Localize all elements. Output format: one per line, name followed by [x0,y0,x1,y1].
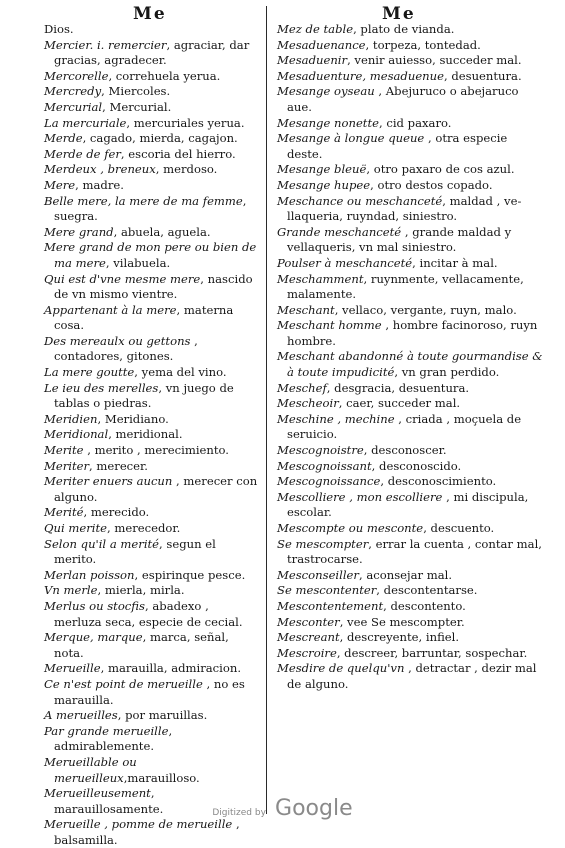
entry-headword: Meschant abandonné à toute gourmandise & à toute impudicité [277,349,543,380]
dictionary-entry [277,178,545,194]
entry-definition: , torpeza, tontedad. [365,37,481,52]
entry-definition: , abadexo , merluza seca, especie de cecial. [54,598,243,629]
entry-definition: , marca, señal, nota. [54,630,229,660]
entry-headword: Le ieu des merelles [44,380,159,395]
entry-headword: Merueille [44,661,101,676]
entry-headword: Mere grand [44,224,114,239]
entry-definition: , errar la cuenta , contar mal, trastrocarse. [287,536,542,567]
entry-headword: Mescheoir [277,396,339,411]
dictionary-entry [277,474,545,490]
entry-headword: Merque, marque [44,630,143,645]
entry-definition: , abuela, aguela. [113,224,211,239]
entry-headword: Meriter enuers aucun [44,474,173,489]
entry-definition: , vn juego de tablas o piedras. [54,380,234,411]
dictionary-entry [277,537,545,568]
dictionary-entry [277,568,545,584]
entry-definition: , cid paxaro. [378,115,452,130]
entry-definition: , vn gran perdido. [394,365,500,380]
entry-definition: , escoria del hierro. [120,146,236,161]
entry-definition: , merecer. [89,458,148,473]
entry-headword: Mercredy [44,84,102,99]
entry-headword: Qui est d'vne mesme mere [44,271,201,286]
entry-headword: Mescognoistre [277,443,364,458]
dictionary-entry [44,194,260,225]
entry-headword: La mercuriale [44,115,127,130]
dictionary-entry [277,225,545,256]
dictionary-entry [44,225,260,241]
dictionary-entry [44,116,260,132]
entry-headword: Meschant homme [277,318,382,333]
entry-headword: Mesaduenture, mesaduenue [277,68,444,83]
dictionary-entry [44,537,260,568]
entry-definition: Dios. [44,22,74,36]
dictionary-entry [277,349,545,380]
dictionary-entry [277,303,545,319]
entry-definition: , suegra. [54,193,247,224]
entry-definition: , cagado, mierda, cagajon. [82,131,238,146]
entry-headword: Merdeux , breneux [44,162,156,177]
entry-headword: La mere goutte [44,365,135,380]
entry-headword: Meriter [44,458,90,473]
entry-definition: , hombre facinoroso, ruyn hombre. [287,318,538,348]
dictionary-entry [44,677,260,708]
entry-definition: , detractar , dezir mal de alguno. [287,661,537,691]
entry-definition: , descontentarse. [376,583,478,598]
entry-definition: , aconsejar mal. [358,567,453,582]
column-divider [266,6,267,814]
entry-headword: Meschef [277,380,327,395]
dictionary-entry [44,381,260,412]
entry-headword: Merueilleusement [44,786,151,801]
entry-definition: , madre. [75,177,124,192]
entry-headword: Mercier. i. remercier [44,37,167,52]
dictionary-entry [44,69,260,85]
entry-headword: Mez de table [277,22,354,36]
left-running-head: Me [133,4,167,24]
dictionary-entry [44,755,260,786]
dictionary-entry [44,84,260,100]
entry-headword: Merde de fer [44,146,121,161]
dictionary-entry [44,303,260,334]
dictionary-entry [277,521,545,537]
dictionary-entry [277,396,545,412]
entry-headword: Mesconter [277,614,340,629]
dictionary-entry [44,131,260,147]
digitized-footer [0,796,565,821]
entry-headword: Ce n'est point de merueille [44,676,203,691]
entry-headword: Meschance ou meschanceté [277,193,443,208]
entry-headword: Merueille , pomme de merueille [44,817,233,832]
entry-headword: Par grande merueille [44,723,169,738]
entry-headword: Meschamment [277,271,364,286]
entry-headword: Merde [44,131,83,146]
entry-headword: Mesange hupee [277,177,371,192]
entry-definition: , espirinque pesce. [134,567,246,582]
entry-definition: , desconoscido. [371,458,462,473]
dictionary-entry [277,630,545,646]
entry-headword: Mesange bleuë [277,162,367,177]
dictionary-entry [44,724,260,755]
entry-headword: Belle mere, la mere de ma femme [44,193,243,208]
entry-definition: , otro paxaro de cos azul. [366,162,515,177]
entry-headword: Poulser à meschanceté [277,255,413,270]
entry-headword: Selon qu'il a merité [44,536,160,551]
dictionary-entry [44,630,260,661]
entry-definition: , incitar à mal. [412,255,498,270]
dictionary-entry [277,38,545,54]
entry-definition: ,marauilloso. [123,770,200,785]
entry-definition: , materna cosa. [54,302,234,333]
dictionary-entry [44,22,260,38]
entry-headword: A merueilles [44,708,118,723]
entry-definition: , merecedor. [107,521,181,535]
dictionary-entry [44,334,260,365]
entry-definition: , admirablemente. [54,723,173,754]
dictionary-entry [277,53,545,69]
entry-definition: , no es marauilla. [54,676,245,707]
dictionary-entry [44,100,260,116]
entry-definition: , descuento. [423,521,495,535]
entry-headword: Mesange à longue queue [277,131,425,146]
entry-headword: Qui merite [44,521,107,535]
entry-headword: Mesdire de quelqu'vn [277,661,405,676]
dictionary-entry [44,459,260,475]
entry-headword: Mescompte ou mesconte [277,521,424,535]
entry-headword: Meridien [44,411,98,426]
entry-definition: , desgracia, desuentura. [326,380,470,395]
entry-definition: , meridional. [108,427,183,442]
entry-headword: Meschant [277,302,335,317]
entry-headword: Merueillable ou merueilleux [44,754,137,785]
google-logo: Google [275,796,353,821]
entry-headword: Mescognoissant [277,458,372,473]
entry-definition: , Meridiano. [97,411,169,426]
right-running-head: Me [382,4,416,24]
entry-definition: , descreer, barruntar, sospechar. [336,645,528,660]
dictionary-entry [277,116,545,132]
entry-headword: Mesaduenance [277,37,366,52]
dictionary-entry [277,490,545,521]
entry-headword: Merlan poisson [44,567,135,582]
dictionary-entry [277,583,545,599]
entry-headword: Merité [44,505,84,520]
entry-definition: , venir auiesso, succeder mal. [347,53,522,68]
entry-headword: Mere grand de mon pere ou bien de ma mere [44,240,257,270]
entry-definition: , por maruillas. [117,708,208,723]
right-column [277,22,545,693]
entry-headword: Mescroire [277,645,337,660]
entry-definition: , nascido de vn mismo vientre. [54,271,253,302]
entry-definition: , merecido. [83,505,150,520]
entry-definition: , ruynmente, vellacamente, malamente. [287,271,524,302]
dictionary-entry [44,38,260,69]
entry-headword: Mesconseiller [277,567,359,582]
dictionary-entry [44,162,260,178]
entry-definition: , segun el merito. [54,536,216,567]
dictionary-entry [277,69,545,85]
dictionary-entry [44,599,260,630]
entry-headword: Mescognoissance [277,474,381,489]
entry-headword: Mere [44,177,76,192]
dictionary-entry [277,615,545,631]
dictionary-entry [277,646,545,662]
entry-headword: Mesange nonette [277,115,379,130]
dictionary-entry [44,365,260,381]
entry-headword: Se mescontenter [277,583,377,598]
entry-headword: Mescreant [277,630,340,645]
entry-definition: , criada , moçuela de seruicio. [287,411,522,442]
dictionary-entry [277,256,545,272]
dictionary-entry [277,599,545,615]
entry-headword: Vn merle [44,583,98,598]
entry-definition: , agraciar, dar gracias, agradecer. [54,37,250,68]
entry-definition: , merito , merecimiento. [83,443,229,458]
entry-definition: , Abejuruco o abejaruco aue. [287,84,519,114]
entry-definition: , vellaco, vergante, ruyn, malo. [334,302,517,317]
dictionary-entry [277,162,545,178]
digitized-label: Digitized by [212,808,266,818]
dictionary-entry [277,318,545,349]
entry-definition: , yema del vino. [134,365,227,380]
entry-definition: , marauilla, admiracion. [100,661,242,676]
entry-definition: , maldad , vellaqueria, ruyndad, siniestro. [287,193,522,224]
entry-definition: , merdoso. [155,162,218,177]
entry-definition: , descreyente, infiel. [339,630,460,645]
dictionary-entry [44,412,260,428]
dictionary-entry [277,459,545,475]
dictionary-entry [44,474,260,505]
entry-headword: Meschine , mechine [277,411,395,426]
entry-definition: , otro destos copado. [370,177,493,192]
entry-definition: , mi discipula, escolar. [287,489,529,520]
dictionary-entry [44,272,260,303]
dictionary-entry [277,443,545,459]
entry-definition: , descontento. [383,598,466,613]
entry-definition: , desuentura. [443,68,522,83]
entry-headword: Mercurial [44,99,103,114]
dictionary-entry [44,147,260,163]
dictionary-entry [44,583,260,599]
entry-headword: Mercorelle [44,68,109,83]
entry-definition: , contadores, gitones. [54,333,198,364]
entry-definition: , desconoscimiento. [380,474,497,489]
dictionary-entry [277,22,545,38]
dictionary-entry [44,505,260,521]
dictionary-entry [277,84,545,115]
entry-headword: Des mereaulx ou gettons [44,333,191,348]
entry-headword: Meridional [44,427,109,442]
dictionary-entry [44,443,260,459]
dictionary-entry [44,708,260,724]
dictionary-entry [44,661,260,677]
entry-definition: , marauillosamente. [54,786,164,816]
left-column [44,22,260,848]
dictionary-entry [44,521,260,537]
entry-definition: , correhuela yerua. [108,68,221,83]
dictionary-entry [277,381,545,397]
dictionary-entry [44,817,260,848]
dictionary-entry [44,178,260,194]
entry-definition: , otra especie deste. [287,131,508,161]
entry-headword: Mescolliere , mon escolliere [277,489,443,504]
dictionary-entry [44,568,260,584]
entry-definition: , desconoscer. [363,443,447,458]
entry-headword: Appartenant à la mere [44,302,177,317]
entry-definition: , grande maldad y vellaqueris, vn mal siniestro. [287,224,512,255]
dictionary-entry [277,272,545,303]
entry-definition: , vee Se mescompter. [339,614,465,629]
entry-definition: , Miercoles. [101,84,171,99]
entry-headword: Merlus ou stocfis [44,598,145,613]
dictionary-entry [44,427,260,443]
entry-definition: , Mercurial. [102,99,172,114]
entry-headword: Mesange oyseau [277,84,375,99]
entry-definition: , merecer con alguno. [54,474,258,504]
entry-definition: , vilabuela. [105,255,171,270]
entry-headword: Mescontentement [277,598,384,613]
entry-definition: , caer, succeder mal. [338,396,461,411]
entry-headword: Merite [44,443,84,458]
dictionary-entry [277,412,545,443]
dictionary-entry [277,661,545,692]
entry-definition: , mercuriales yerua. [126,115,245,130]
entry-definition: , plato de vianda. [353,22,455,36]
entry-definition: , mierla, mirla. [97,583,185,598]
entry-headword: Mesaduenir [277,53,348,68]
entry-headword: Grande meschanceté [277,224,402,239]
entry-headword: Se mescompter [277,536,369,551]
dictionary-entry [277,131,545,162]
dictionary-entry [277,194,545,225]
dictionary-entry [44,240,260,271]
entry-definition: , balsamilla. [54,817,240,847]
